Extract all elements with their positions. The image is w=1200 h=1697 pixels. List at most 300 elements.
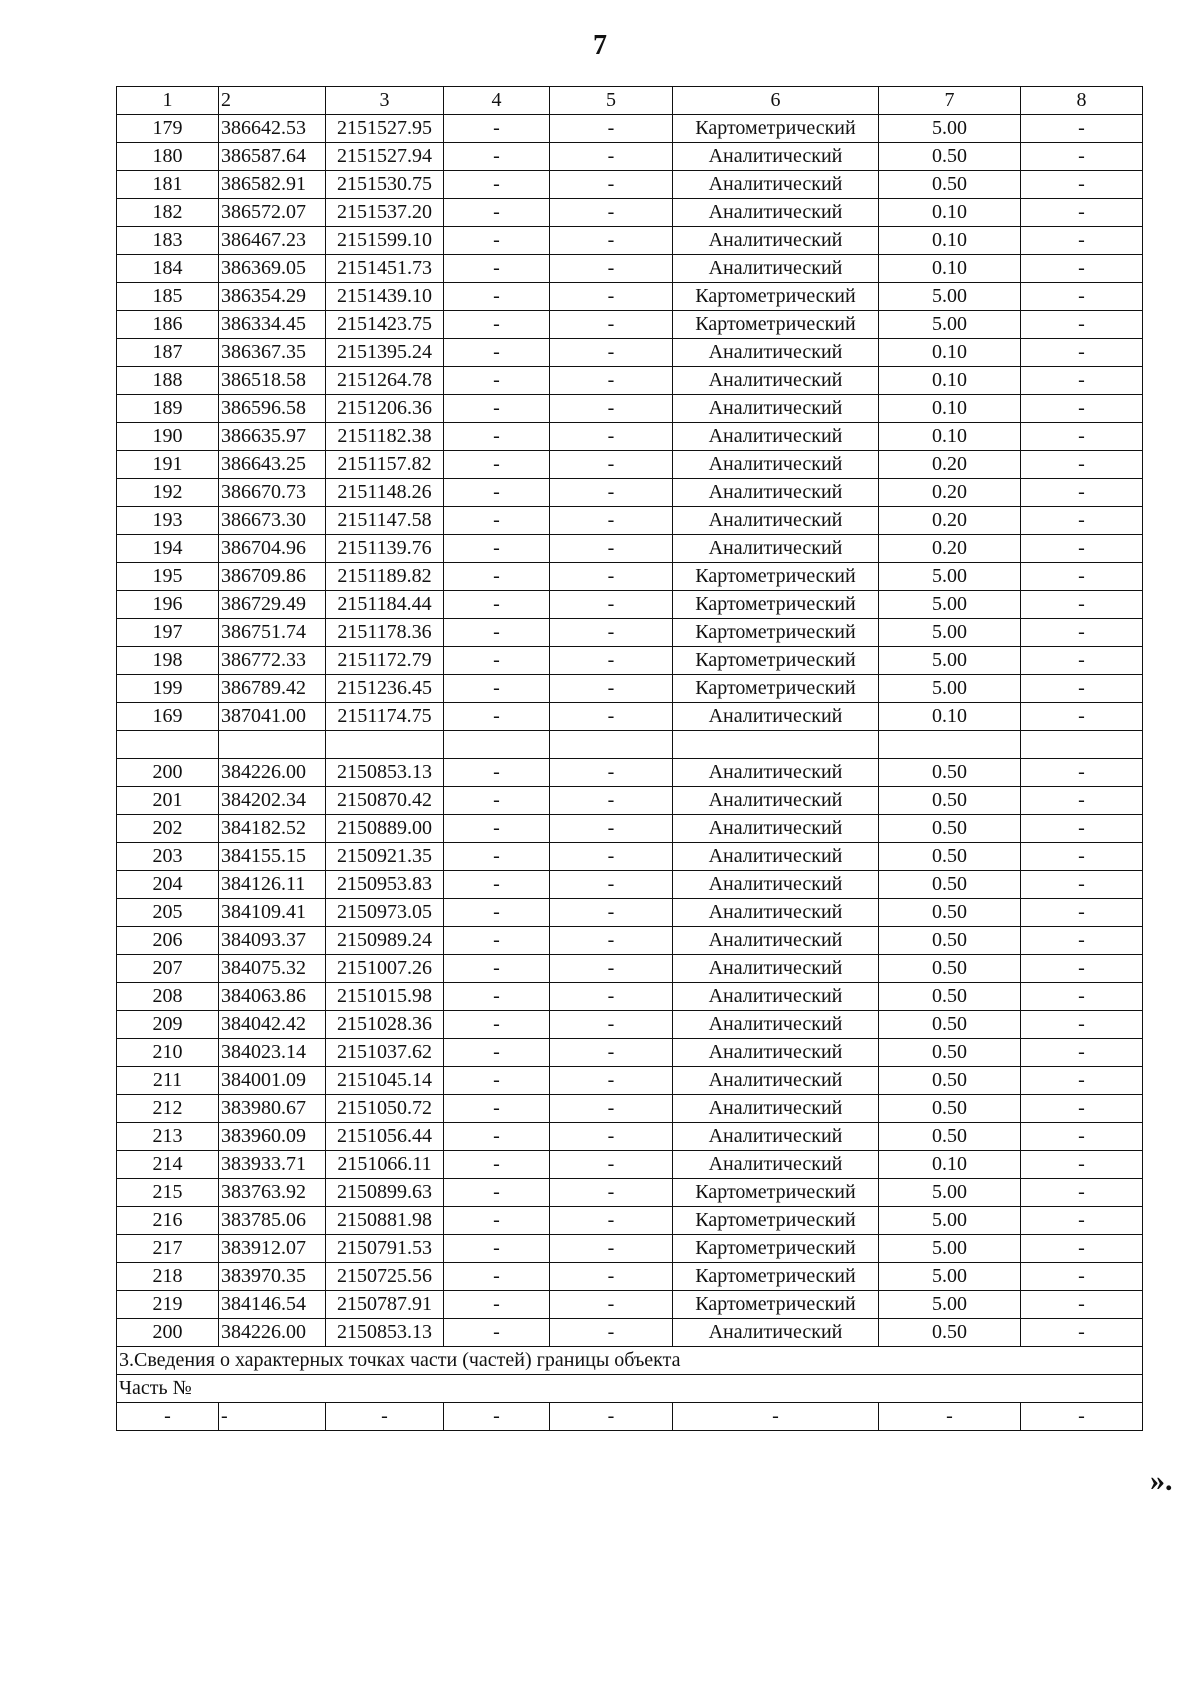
- table-cell: -: [1021, 1262, 1143, 1290]
- table-cell: 5.00: [879, 1234, 1021, 1262]
- table-cell: 2151527.94: [326, 143, 444, 171]
- table-cell: 384109.41: [219, 898, 326, 926]
- table-cell: Картометрический: [673, 619, 879, 647]
- table-cell: 201: [117, 786, 219, 814]
- table-cell: -: [444, 1402, 550, 1430]
- table-cell: 384226.00: [219, 1318, 326, 1346]
- table-row: [117, 1178, 1143, 1206]
- table-cell: 197: [117, 619, 219, 647]
- table-cell: -: [550, 535, 673, 563]
- table-cell: Аналитический: [673, 954, 879, 982]
- table-cell: -: [1021, 1066, 1143, 1094]
- table-row: [117, 311, 1143, 339]
- table-cell: 0.50: [879, 1010, 1021, 1038]
- table-cell: -: [1021, 227, 1143, 255]
- table-cell: 384202.34: [219, 786, 326, 814]
- table-cell: -: [1021, 842, 1143, 870]
- table-row: [117, 479, 1143, 507]
- table-cell: 0.50: [879, 842, 1021, 870]
- table-cell: -: [219, 1402, 326, 1430]
- table-cell: 2151439.10: [326, 283, 444, 311]
- table-row: [117, 1122, 1143, 1150]
- table-cell: 2151007.26: [326, 954, 444, 982]
- table-row: [117, 1234, 1143, 1262]
- table-cell: -: [444, 1234, 550, 1262]
- table-cell: 2150989.24: [326, 926, 444, 954]
- table-cell: 386642.53: [219, 115, 326, 143]
- table-cell: -: [550, 675, 673, 703]
- table-cell: -: [444, 982, 550, 1010]
- table-cell: 2150870.42: [326, 786, 444, 814]
- table-cell: -: [444, 423, 550, 451]
- table-cell: Аналитический: [673, 535, 879, 563]
- table-cell: [550, 731, 673, 759]
- table-cell: 2151206.36: [326, 395, 444, 423]
- table-cell: -: [550, 255, 673, 283]
- table-cell: 386467.23: [219, 227, 326, 255]
- table-cell: 0.10: [879, 199, 1021, 227]
- table-cell: -: [550, 1290, 673, 1318]
- table-cell: 5.00: [879, 311, 1021, 339]
- table-cell: -: [550, 507, 673, 535]
- table-cell: -: [1021, 870, 1143, 898]
- table-cell: Картометрический: [673, 1234, 879, 1262]
- table-cell: 187: [117, 339, 219, 367]
- table-cell: 2150787.91: [326, 1290, 444, 1318]
- table-cell: -: [550, 898, 673, 926]
- table-cell: [117, 731, 219, 759]
- table-row: [117, 1066, 1143, 1094]
- table-cell: -: [444, 1094, 550, 1122]
- table-row: [117, 283, 1143, 311]
- table-cell: 188: [117, 367, 219, 395]
- table-cell: 386673.30: [219, 507, 326, 535]
- table-cell: Аналитический: [673, 171, 879, 199]
- table-row: [117, 115, 1143, 143]
- table-cell: Картометрический: [673, 1206, 879, 1234]
- table-cell: -: [444, 199, 550, 227]
- table-cell: 384023.14: [219, 1038, 326, 1066]
- table-cell: 2151395.24: [326, 339, 444, 367]
- table-cell: Аналитический: [673, 1010, 879, 1038]
- table-cell: -: [1021, 143, 1143, 171]
- table-cell: 386518.58: [219, 367, 326, 395]
- table-cell: -: [550, 1122, 673, 1150]
- table-cell: -: [444, 786, 550, 814]
- table-cell: 0.10: [879, 703, 1021, 731]
- table-cell: 2150973.05: [326, 898, 444, 926]
- table-cell: 2151236.45: [326, 675, 444, 703]
- table-cell: 180: [117, 143, 219, 171]
- table-cell: -: [444, 703, 550, 731]
- table-cell: -: [550, 283, 673, 311]
- table-cell: -: [1021, 1038, 1143, 1066]
- table-cell: 2151527.95: [326, 115, 444, 143]
- table-cell: 2151423.75: [326, 311, 444, 339]
- table-row: [117, 870, 1143, 898]
- table-cell: 2151182.38: [326, 423, 444, 451]
- table-cell: 0.50: [879, 758, 1021, 786]
- table-cell: 5.00: [879, 591, 1021, 619]
- table-cell: -: [444, 675, 550, 703]
- table-cell: 200: [117, 758, 219, 786]
- table-cell: -: [1021, 786, 1143, 814]
- table-cell: -: [550, 311, 673, 339]
- table-cell: 219: [117, 1290, 219, 1318]
- table-cell: 2150889.00: [326, 814, 444, 842]
- table-cell: 2151045.14: [326, 1066, 444, 1094]
- table-cell: -: [550, 954, 673, 982]
- table-cell: -: [1021, 814, 1143, 842]
- table-cell: 0.50: [879, 898, 1021, 926]
- table-cell: 383912.07: [219, 1234, 326, 1262]
- table-row: [117, 563, 1143, 591]
- table-cell: 386572.07: [219, 199, 326, 227]
- table-cell: 202: [117, 814, 219, 842]
- table-cell: 5.00: [879, 283, 1021, 311]
- table-cell: -: [550, 1038, 673, 1066]
- table-cell: 384063.86: [219, 982, 326, 1010]
- table-cell: 386751.74: [219, 619, 326, 647]
- table-cell: 384226.00: [219, 758, 326, 786]
- table-cell: 384042.42: [219, 1010, 326, 1038]
- table-cell: Картометрический: [673, 591, 879, 619]
- table-cell: 383785.06: [219, 1206, 326, 1234]
- table-cell: 386582.91: [219, 171, 326, 199]
- table-row: [117, 255, 1143, 283]
- table-row: [117, 926, 1143, 954]
- table-cell: 0.50: [879, 1066, 1021, 1094]
- table-cell: -: [1021, 535, 1143, 563]
- table-cell: -: [550, 479, 673, 507]
- table-cell: -: [1021, 171, 1143, 199]
- table-row: [117, 982, 1143, 1010]
- table-cell: 192: [117, 479, 219, 507]
- table-cell: -: [117, 1402, 219, 1430]
- table-row: [117, 703, 1143, 731]
- table-cell: 2151174.75: [326, 703, 444, 731]
- table-cell: 386635.97: [219, 423, 326, 451]
- table-cell: -: [444, 171, 550, 199]
- table-cell: 182: [117, 199, 219, 227]
- table-cell: -: [444, 311, 550, 339]
- table-row: [117, 171, 1143, 199]
- table-cell: -: [1021, 1206, 1143, 1234]
- table-cell: -: [550, 1094, 673, 1122]
- table-cell: 386670.73: [219, 479, 326, 507]
- table-row: [117, 535, 1143, 563]
- table-cell: 198: [117, 647, 219, 675]
- table-cell: 386704.96: [219, 535, 326, 563]
- table-cell: -: [550, 1178, 673, 1206]
- table-cell: Аналитический: [673, 143, 879, 171]
- table-cell: -: [550, 619, 673, 647]
- table-cell: 384146.54: [219, 1290, 326, 1318]
- table-cell: 7: [879, 87, 1021, 115]
- table-cell: -: [444, 870, 550, 898]
- table-cell: 383763.92: [219, 1178, 326, 1206]
- table-row: [117, 339, 1143, 367]
- table-row: [117, 423, 1143, 451]
- table-cell: -: [673, 1402, 879, 1430]
- table-cell: 200: [117, 1318, 219, 1346]
- table-cell: Аналитический: [673, 1122, 879, 1150]
- table-row: [117, 814, 1143, 842]
- table-cell: 5.00: [879, 619, 1021, 647]
- table-cell: 210: [117, 1038, 219, 1066]
- table-cell: Картометрический: [673, 1262, 879, 1290]
- table-cell: -: [444, 1066, 550, 1094]
- table-cell: 189: [117, 395, 219, 423]
- table-cell: -: [1021, 898, 1143, 926]
- table-cell: 2151264.78: [326, 367, 444, 395]
- table-cell: -: [444, 451, 550, 479]
- closing-quote: ».: [1150, 1464, 1173, 1497]
- table-cell: Аналитический: [673, 451, 879, 479]
- table-cell: -: [1021, 311, 1143, 339]
- table-cell: 2151050.72: [326, 1094, 444, 1122]
- final-row: [117, 1402, 1143, 1430]
- table-cell: -: [550, 143, 673, 171]
- table-cell: 5: [550, 87, 673, 115]
- table-cell: -: [1021, 507, 1143, 535]
- table-row: [117, 898, 1143, 926]
- table-cell: 2: [219, 87, 326, 115]
- coordinates-table: [116, 86, 1143, 1431]
- table-cell: -: [444, 143, 550, 171]
- table-cell: -: [550, 758, 673, 786]
- table-cell: 5.00: [879, 1206, 1021, 1234]
- table-cell: -: [444, 842, 550, 870]
- table-cell: 383933.71: [219, 1150, 326, 1178]
- table-cell: Аналитический: [673, 758, 879, 786]
- table-cell: 5.00: [879, 115, 1021, 143]
- table-cell: 5.00: [879, 1290, 1021, 1318]
- table-cell: 384001.09: [219, 1066, 326, 1094]
- table-cell: -: [879, 1402, 1021, 1430]
- table-cell: 205: [117, 898, 219, 926]
- table-cell: Аналитический: [673, 1038, 879, 1066]
- table-cell: 383960.09: [219, 1122, 326, 1150]
- table-cell: 208: [117, 982, 219, 1010]
- table-cell: 179: [117, 115, 219, 143]
- table-cell: 386334.45: [219, 311, 326, 339]
- table-cell: Аналитический: [673, 1094, 879, 1122]
- table-cell: [879, 731, 1021, 759]
- table-cell: 2151147.58: [326, 507, 444, 535]
- table-cell: 5.00: [879, 675, 1021, 703]
- table-cell: 2151530.75: [326, 171, 444, 199]
- table-cell: [1021, 731, 1143, 759]
- table-cell: 194: [117, 535, 219, 563]
- table-row: [117, 199, 1143, 227]
- table-cell: 0.50: [879, 926, 1021, 954]
- table-cell: -: [444, 1206, 550, 1234]
- table-cell: 5.00: [879, 563, 1021, 591]
- table-cell: 2150791.53: [326, 1234, 444, 1262]
- table-cell: 4: [444, 87, 550, 115]
- table-cell: 2151157.82: [326, 451, 444, 479]
- table-cell: -: [550, 1010, 673, 1038]
- table-row: [117, 395, 1143, 423]
- table-row: [117, 1318, 1143, 1346]
- table-cell: -: [550, 842, 673, 870]
- table-cell: 384182.52: [219, 814, 326, 842]
- table-cell: Аналитический: [673, 898, 879, 926]
- table-cell: -: [1021, 926, 1143, 954]
- table-cell: -: [550, 870, 673, 898]
- table-cell: 0.20: [879, 479, 1021, 507]
- table-cell: -: [444, 479, 550, 507]
- table-row: [117, 1290, 1143, 1318]
- table-cell: -: [1021, 1178, 1143, 1206]
- table-cell: -: [1021, 647, 1143, 675]
- table-cell: -: [444, 507, 550, 535]
- table-cell: 2151599.10: [326, 227, 444, 255]
- table-cell: -: [444, 926, 550, 954]
- table-row: [117, 731, 1143, 759]
- table-cell: -: [444, 1262, 550, 1290]
- table-cell: 0.50: [879, 1318, 1021, 1346]
- table-cell: 206: [117, 926, 219, 954]
- table-cell: -: [1021, 199, 1143, 227]
- table-cell: 0.20: [879, 507, 1021, 535]
- table-cell: -: [1021, 367, 1143, 395]
- table-cell: 2151028.36: [326, 1010, 444, 1038]
- table-cell: -: [550, 423, 673, 451]
- table-cell: 8: [1021, 87, 1143, 115]
- table-cell: 169: [117, 703, 219, 731]
- table-cell: Аналитический: [673, 395, 879, 423]
- section-title-row-cell: 3.Сведения о характерных точках части (частей) границы объекта: [117, 1346, 1143, 1374]
- table-cell: 184: [117, 255, 219, 283]
- table-cell: 190: [117, 423, 219, 451]
- table-cell: -: [444, 647, 550, 675]
- table-cell: -: [550, 339, 673, 367]
- table-cell: -: [550, 1066, 673, 1094]
- table-cell: 386596.58: [219, 395, 326, 423]
- table-cell: 196: [117, 591, 219, 619]
- table-cell: -: [444, 954, 550, 982]
- table-cell: 0.10: [879, 395, 1021, 423]
- table-cell: -: [444, 1178, 550, 1206]
- table-cell: Аналитический: [673, 199, 879, 227]
- table-cell: -: [550, 395, 673, 423]
- table-cell: 216: [117, 1206, 219, 1234]
- table-cell: -: [444, 255, 550, 283]
- table-cell: 2151037.62: [326, 1038, 444, 1066]
- table-row: [117, 1150, 1143, 1178]
- table-row: [117, 1262, 1143, 1290]
- table-cell: -: [550, 703, 673, 731]
- table-cell: 1: [117, 87, 219, 115]
- table-cell: 0.50: [879, 1094, 1021, 1122]
- table-cell: 0.20: [879, 451, 1021, 479]
- table-cell: -: [1021, 1010, 1143, 1038]
- table-row: [117, 227, 1143, 255]
- table-cell: -: [444, 535, 550, 563]
- table-cell: -: [550, 982, 673, 1010]
- table-cell: Аналитический: [673, 423, 879, 451]
- table-cell: 0.10: [879, 1150, 1021, 1178]
- table-cell: 212: [117, 1094, 219, 1122]
- table-cell: 384075.32: [219, 954, 326, 982]
- table-cell: 215: [117, 1178, 219, 1206]
- table-cell: Картометрический: [673, 675, 879, 703]
- table-row: [117, 758, 1143, 786]
- table-row: [117, 954, 1143, 982]
- table-cell: 211: [117, 1066, 219, 1094]
- table-cell: Картометрический: [673, 563, 879, 591]
- table-cell: 0.10: [879, 227, 1021, 255]
- table-cell: 207: [117, 954, 219, 982]
- table-cell: 181: [117, 171, 219, 199]
- table-cell: 2150725.56: [326, 1262, 444, 1290]
- table-cell: 0.10: [879, 367, 1021, 395]
- table-cell: -: [1021, 563, 1143, 591]
- table-cell: Картометрический: [673, 311, 879, 339]
- table-cell: 2151189.82: [326, 563, 444, 591]
- table-cell: 0.50: [879, 870, 1021, 898]
- table-cell: -: [550, 367, 673, 395]
- table-row: [117, 647, 1143, 675]
- table-cell: -: [1021, 1122, 1143, 1150]
- table-cell: -: [550, 115, 673, 143]
- table-cell: 384093.37: [219, 926, 326, 954]
- table-cell: -: [550, 647, 673, 675]
- table-cell: Аналитический: [673, 814, 879, 842]
- table-cell: -: [444, 1290, 550, 1318]
- table-cell: -: [326, 1402, 444, 1430]
- table-cell: 214: [117, 1150, 219, 1178]
- table-cell: -: [444, 898, 550, 926]
- table-cell: 2151148.26: [326, 479, 444, 507]
- table-cell: -: [1021, 479, 1143, 507]
- table-cell: -: [1021, 619, 1143, 647]
- table-cell: 183: [117, 227, 219, 255]
- table-cell: Аналитический: [673, 367, 879, 395]
- table-cell: 3: [326, 87, 444, 115]
- section-title-row: [117, 1346, 1143, 1374]
- table-cell: -: [444, 395, 550, 423]
- table-cell: 0.50: [879, 1038, 1021, 1066]
- table-cell: 386587.64: [219, 143, 326, 171]
- table-cell: -: [550, 591, 673, 619]
- table-row: [117, 367, 1143, 395]
- table-row: [117, 1010, 1143, 1038]
- table-cell: 2151172.79: [326, 647, 444, 675]
- table-row: [117, 507, 1143, 535]
- table-cell: -: [550, 1402, 673, 1430]
- table-cell: -: [1021, 115, 1143, 143]
- table-cell: 383980.67: [219, 1094, 326, 1122]
- table-row: [117, 675, 1143, 703]
- table-cell: 2150921.35: [326, 842, 444, 870]
- table-cell: Картометрический: [673, 647, 879, 675]
- table-cell: -: [444, 1318, 550, 1346]
- table-cell: Аналитический: [673, 1318, 879, 1346]
- table-cell: -: [1021, 982, 1143, 1010]
- part-label-row: [117, 1374, 1143, 1402]
- table-cell: 2150853.13: [326, 1318, 444, 1346]
- table-cell: 386772.33: [219, 647, 326, 675]
- table-cell: Аналитический: [673, 507, 879, 535]
- table-cell: -: [550, 563, 673, 591]
- table-cell: 386709.86: [219, 563, 326, 591]
- table-cell: 2151139.76: [326, 535, 444, 563]
- table-row: [117, 1038, 1143, 1066]
- table-cell: -: [444, 814, 550, 842]
